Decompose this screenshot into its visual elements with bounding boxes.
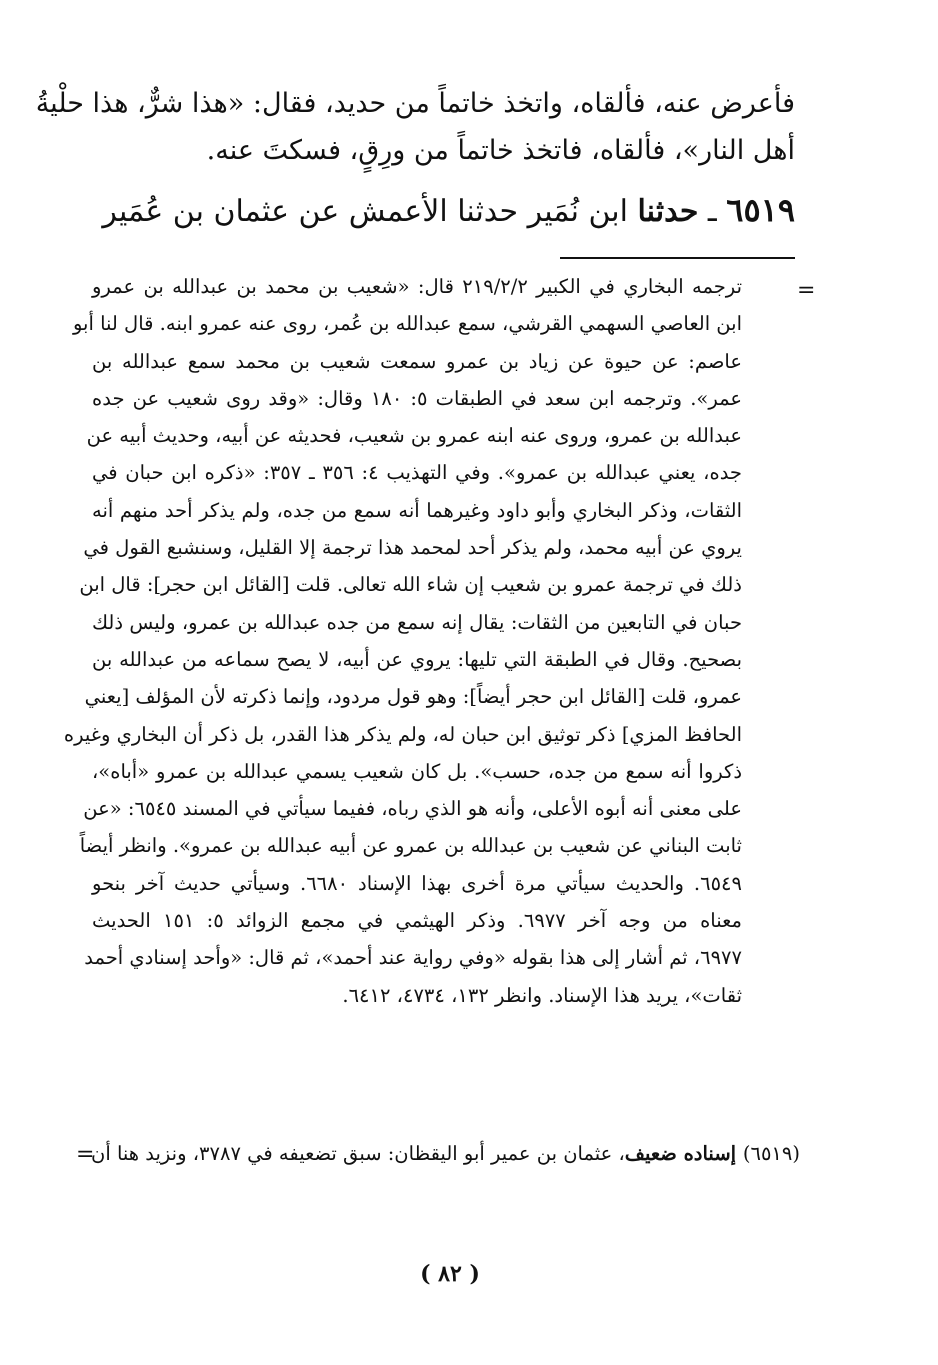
footnote-line: حبان في التابعين من الثقات: يقال إنه سمع من جده عبدالله بن عمرو، وليس ذلك — [92, 610, 742, 634]
footnote-line: عمرو، قلت [القائل ابن حجر أيضاً]: وهو قول مردود، وإنما ذكرته لأن المؤلف [يعني — [84, 685, 742, 709]
footnote-line: عاصم: عن حيوة عن زياد بن عمرو سمعت شعيب بن محمد سمع عبدالله بن — [92, 349, 742, 373]
footnote-line: ثابت البناني عن شعيب بن عبدالله بن عمرو عن أبيه عبدالله بن عمرو». وانظر أيضاً — [79, 834, 742, 858]
footnote-line: ذلك في ترجمة عمرو بن شعيب إن شاء الله تعالى. قلت [القائل ابن حجر]: قال ابن — [79, 573, 742, 597]
footnote-2-ref: (٦٥١٩) — [742, 1142, 800, 1165]
footnote-block — [63, 268, 742, 1014]
footnote-line: ذكروا أنه سمع من جده، حسب». بل كان شعيب يسمي عبدالله بن عمرو «أباه»، — [92, 759, 742, 783]
footnote-line: يروي عن أبيه محمد، ولم يذكر أحد لمحمد هذا ترجمة إلا القليل، وسنشبع القول في — [83, 536, 742, 560]
footnote-line: جده، يعني عبدالله بن عمرو». وفي التهذيب ٤: ٣٥٦ ـ ٣٥٧: «ذكره ابن حبان في — [92, 461, 742, 485]
hadith-chain: ابن نُمَير حدثنا الأعمش عن عثمان بن عُمَير — [102, 194, 638, 229]
footnote-line: ثقات»، يريد هذا الإسناد. وانظر ١٣٢، ٤٧٣٤، ٦٤١٢. — [342, 983, 742, 1007]
hadith-dash: ـ — [698, 194, 727, 229]
hadith-heading — [70, 184, 795, 238]
footnote-2-verdict: إسناده ضعيف — [624, 1142, 743, 1165]
footnote-divider — [560, 257, 795, 259]
footnote-2-continuation-mark: = — [76, 1142, 95, 1167]
footnote-2-text: ، عثمان بن عمير أبو اليقظان: سبق تضعيفه في ٣٧٨٧، ونزيد هنا أن — [91, 1142, 625, 1165]
footnote-line: ٦٥٤٩. والحديث سيأتي مرة أخرى بهذا الإسناد ٦٦٨٠. وسيأتي حديث آخر بنحو — [92, 871, 742, 895]
footnote-line: ابن العاصي السهمي القرشي، سمع عبدالله بن عُمر، روى عنه عمرو ابنه. قال لنا أبو — [72, 312, 742, 336]
footnote-line: ٦٩٧٧، ثم أشار إلى هذا بقوله «وفي رواية عند أحمد»، ثم قال: «وأحد إسنادي أحمد — [84, 946, 742, 970]
footnote-line: عبدالله بن عمرو، وروى عنه ابنه عمرو بن شعيب، فحديثه عن أبيه، وحديث أبيه عن — [86, 424, 742, 448]
footnote-line: معناه من وجه آخر ٦٩٧٧. وذكر الهيثمي في مجمع الزوائد ٥: ١٥١ الحديث — [92, 909, 742, 933]
footnote-line: بصحيح. وقال في الطبقة التي تليها: يروي عن أبيه، لا يصح سماعه من عبدالله بن — [92, 647, 742, 671]
hadith-number: ٦٥١٩ — [726, 191, 795, 229]
footnote-line: الحافظ المزي] ذكر توثيق ابن حبان له، ولم يذكر هذا القدر، بل ذكر أن البخاري وغيره — [63, 722, 742, 746]
footnote-2 — [91, 1140, 800, 1168]
footnote-line: الثقات، وذكر البخاري وأبو داود وغيرهما أنه سمع من جده، ولم يذكر أحد منهم أنه — [92, 498, 742, 522]
hadith-text — [35, 80, 795, 174]
footnote-line: على معنى أنه أبوه الأعلى، وأنه هو الذي رباه، ففيما سيأتي في المسند ٦٥٤٥: «عن — [83, 797, 742, 821]
hadith-text-line: فأعرض عنه، فألقاه، واتخذ خاتماً من حديد، فقال: «هذا شرٌّ، هذا حلْيةُ — [35, 88, 795, 119]
hadith-text-line: أهل النار»، فألقاه، فاتخذ خاتماً من ورِقٍ، فسكتَ عنه. — [206, 135, 795, 166]
footnote-line: عمر». وترجمه ابن سعد في الطبقات ٥: ١٨٠ وقال: «وقد روى شعيب عن جده — [92, 386, 742, 410]
page-number: ( ٨٢ ) — [420, 1261, 480, 1287]
footnote-continuation-mark: = — [797, 278, 816, 303]
footnote-line: ترجمه البخاري في الكبير ٢١٩/٢/٢ قال: «شعيب بن محمد بن عبدالله بن عمرو — [92, 275, 742, 298]
hadith-narration-label: حدثنا — [637, 194, 699, 229]
